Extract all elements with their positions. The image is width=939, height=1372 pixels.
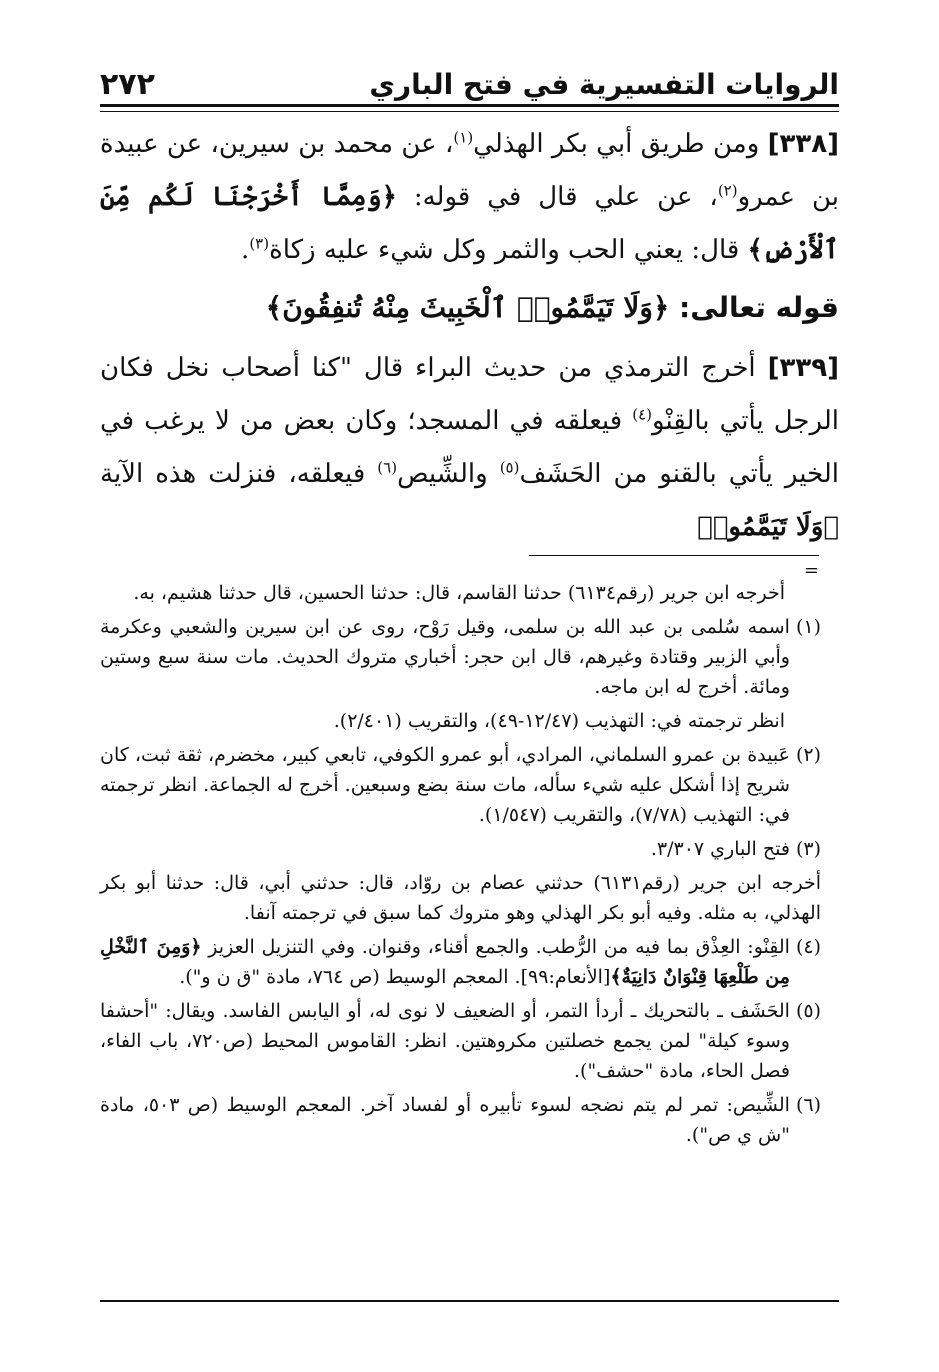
footnote-label: (١) (795, 616, 821, 638)
footnote-label: (٢) (795, 744, 821, 766)
text-run: قال: يعني الحب والثمر وكل شيء عليه زكاة (269, 235, 748, 265)
text-run: فيعلقه في المسجد؛ وكان بعض من لا يرغب في الخير يأتي بالقنو من الحَشَف (100, 406, 840, 489)
main-text (100, 118, 839, 554)
footnote-ref: (٤) (632, 405, 653, 424)
footnote-5 (100, 996, 821, 1086)
footnote-separator (529, 555, 819, 556)
footnote-ref: (٦) (377, 458, 398, 477)
footnote-ref: (٢) (717, 181, 738, 200)
footnote-label: (٦) (795, 1094, 821, 1116)
heading-label: قوله تعالى: (669, 291, 839, 324)
footnote-ref: (٣) (249, 234, 270, 253)
text-run: [الأنعام:٩٩]. المعجم الوسيط (ص ٧٦٤، مادة "ق ن و"). (179, 966, 611, 988)
footnote-text (100, 932, 790, 992)
text-run: القِنْو: العِذْق بما فيه من الرُّطب. والجمع أقناء، وقنوان. وفي التنزيل العزيز (201, 936, 790, 958)
footnote-text: اسمه سُلمى بن عبد الله بن سلمى، وقيل رَوْح، روى عن ابن سيرين والشعبي وعكرمة وأبي الزبير وقتادة وغيرهم، قال ابن حجر: أخباري متروك الحديث. مات سنة سبع وستين ومائة. أخرج له ابن ماجه. (100, 616, 790, 698)
footnote-text: الحَشَف ـ بالتحريك ـ أردأ التمر، أو الضعيف لا نوى له، أو اليابس الفاسد. ويقال: "أحشفا وسوء كيلة" لمن يجمع خصلتين مكروهتين. انظر: القاموس المحيط (ص٧٢٠، باب الفاء، فصل الحاء، مادة "حشف"). (100, 1000, 790, 1082)
quran-quote: ﴿وَمِنَ ٱلنَّخْلِ مِن طَلْعِهَا قِنْوَانٌ دَانِيَةٌ﴾ (100, 936, 790, 988)
footnote-1-ref: انظر ترجمته في: التهذيب (١٢/٤٧-٤٩)، والتقريب (٢/٤٠١). (333, 710, 785, 732)
continuation-mark: = (803, 560, 819, 581)
narration-number: [٣٣٩] (767, 353, 839, 383)
text-run: ، عن علي قال في قوله: (396, 182, 718, 212)
text-run: أخرج الترمذي من حديث البراء قال "كنا أصحاب نخل فكان الرجل يأتي بالقِنْو (100, 353, 839, 436)
section-heading (100, 281, 839, 334)
footnote-label: (٤) (795, 936, 821, 958)
footer-rule (100, 1300, 839, 1302)
footnote-ref: (٥) (499, 458, 520, 477)
footnote-text: الشِّيص: تمر لم يتم نضجه لسوء تأبيره أو لفساد آخر. المعجم الوسيط (ص ٥٠٣، مادة "ش ي ص"). (100, 1094, 790, 1146)
text-run: ، عن محمد بن سيرين، عن عبيدة بن عمرو (100, 129, 839, 212)
text-run: . (241, 235, 250, 265)
footnote-4 (100, 932, 821, 992)
footnote-text: فتح الباري ٣/٣٠٧. (650, 838, 790, 860)
text-run: ومن طريق أبي بكر الهذلي (473, 129, 768, 159)
narration-338 (100, 118, 839, 277)
text-run: والشِّيص (397, 459, 500, 489)
quran-quote: ﴿وَمِمَّا أَخْرَجْنَا لَكُم مِّنَ ٱلْأَرْضِ﴾ (100, 182, 839, 265)
narration-number: [٣٣٨] (767, 129, 839, 159)
footnote-2 (100, 740, 821, 830)
footnote-1 (100, 612, 821, 702)
footnote-ref: (١) (453, 128, 474, 147)
footnote-continuation: أخرجه ابن جرير (رقم٦١٣٤) حدثنا القاسم، قال: حدثنا الحسين، قال حدثنا هشيم، به. (133, 582, 785, 604)
header-rule (100, 104, 839, 112)
running-header (100, 55, 839, 105)
text-run: فيعلقه، فنزلت هذه الآية (100, 459, 378, 489)
footnote-text: عَبيدة بن عمرو السلماني، المرادي، أبو عمرو الكوفي، تابعي كبير، مخضرم، ثقة ثبت، كان شريح إذا أشكل عليه شيء سأله، مات سنة بضع وسبعين. أخرج له الجماعة. انظر ترجمته في: التهذيب (٧/٧٨)، والتقريب (١/٥٤٧). (100, 744, 790, 826)
footnote-label: (٥) (795, 1000, 821, 1022)
heading-quran: ﴿وَلَا تَيَمَّمُوا۟ ٱلْخَبِيثَ مِنْهُ تُنفِقُونَ﴾ (265, 291, 670, 324)
narration-339 (100, 342, 839, 554)
quran-quote: ﴿وَلَا تَيَمَّمُوا۟ (697, 512, 839, 542)
footnote-3 (100, 834, 821, 864)
page-number: ٢٧٢ (100, 67, 155, 102)
footnote-6 (100, 1090, 821, 1150)
header-title: الروايات التفسيرية في فتح الباري (369, 68, 839, 101)
footnotes (100, 578, 821, 1154)
footnote-label: (٣) (795, 838, 821, 860)
footnote-3-extra: أخرجه ابن جرير (رقم٦١٣١) حدثني عصام بن روّاد، قال: حدثني أبي، قال: حدثنا أبو بكر الهذلي، به مثله. وفيه أبو بكر الهذلي وهو متروك كما سبق في ترجمته آنفا. (100, 872, 821, 924)
